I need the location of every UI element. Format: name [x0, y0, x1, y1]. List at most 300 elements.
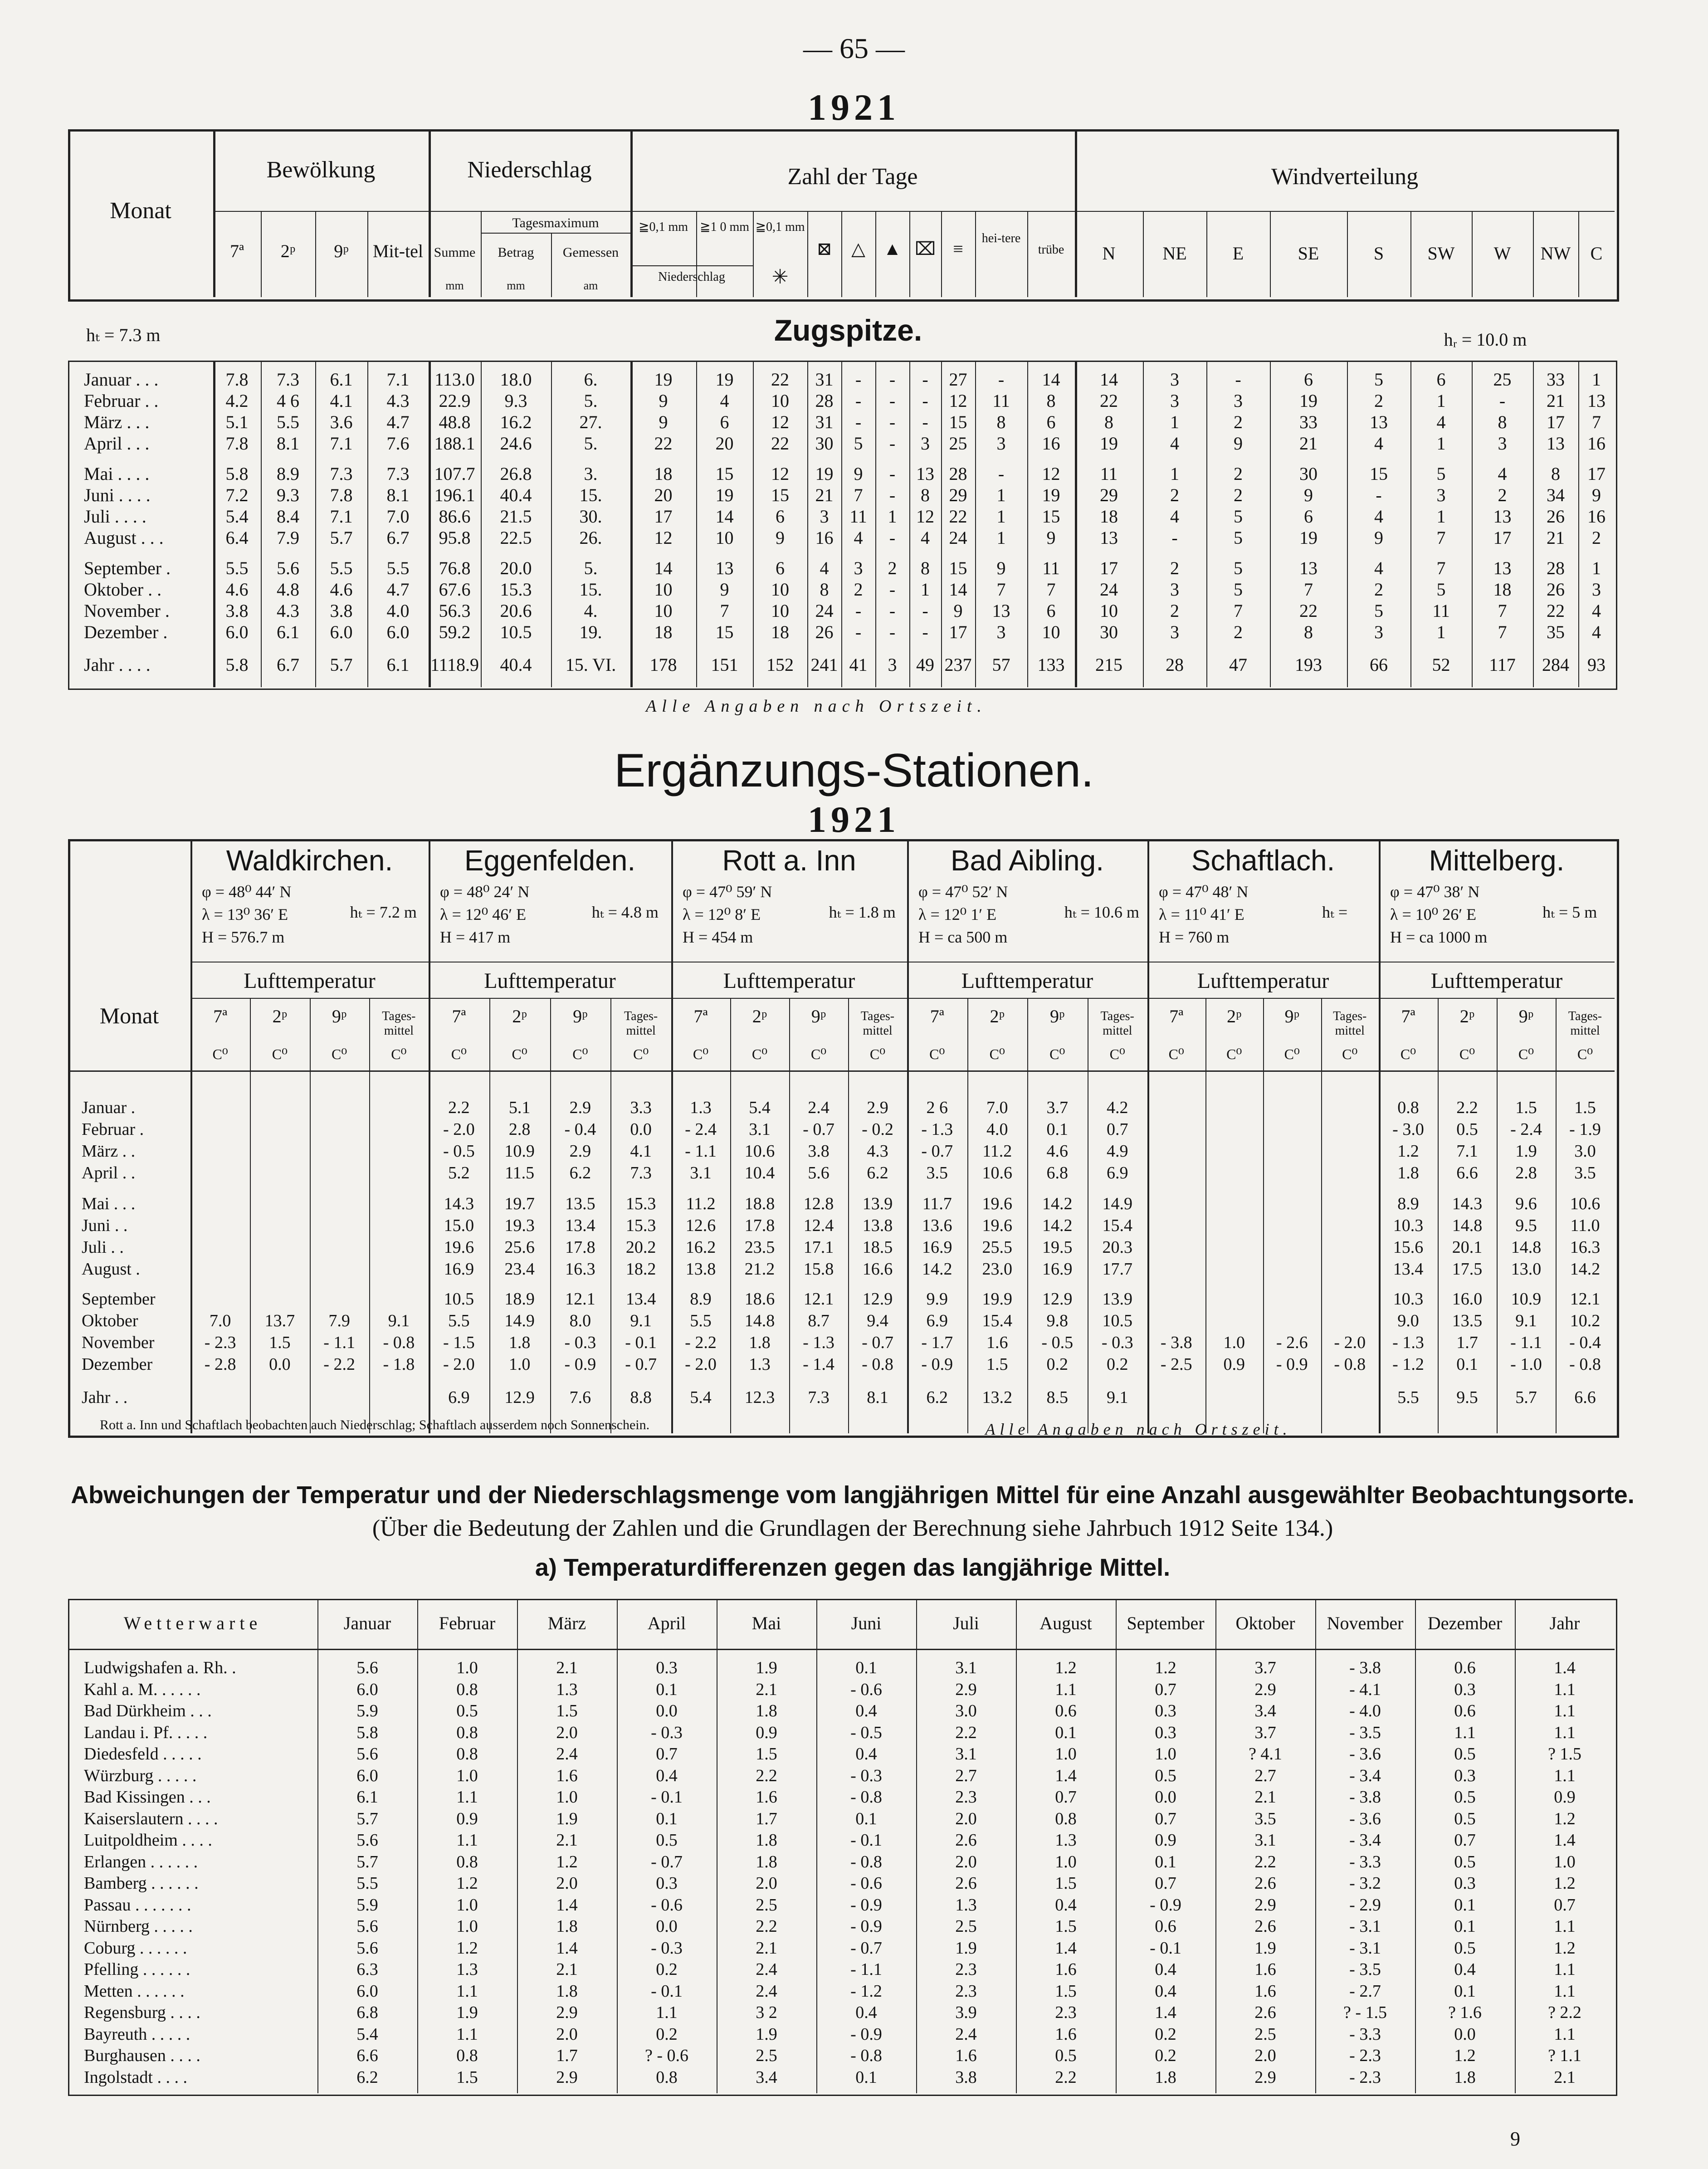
t2-value: 13.9	[1102, 1290, 1132, 1309]
bew-value: 6.1	[386, 655, 410, 675]
t2-value: 12.1	[1570, 1290, 1601, 1309]
bew-value: 5.5	[330, 558, 353, 578]
t2-value: 2 6	[926, 1098, 948, 1117]
t3-value: 1.0	[456, 1917, 478, 1936]
t2-value: 18.9	[504, 1290, 535, 1309]
t3-value: 6.0	[356, 1981, 378, 2001]
t2-value: 14.2	[1042, 1194, 1073, 1213]
t2-value: 21.2	[744, 1260, 775, 1279]
tage-value: 27	[949, 369, 967, 390]
t3-station-name: Bad Dürkheim . . .	[84, 1701, 212, 1720]
tage-value: 17	[654, 506, 673, 527]
tage-value: 14	[949, 579, 967, 600]
t3-value: 2.1	[756, 1680, 777, 1699]
t3-col-header: Oktober	[1235, 1613, 1295, 1633]
t2-value: 7.1	[1456, 1142, 1478, 1161]
bew-value: 6.1	[330, 369, 353, 390]
t3-value: - 3.3	[1349, 2024, 1381, 2044]
t2-value: 4.6	[1046, 1142, 1068, 1161]
t3-value: 0.5	[1454, 1744, 1476, 1764]
t2-value: 23.5	[744, 1238, 775, 1257]
bew-value: 4.3	[386, 391, 410, 411]
t3-value: 0.3	[1155, 1723, 1176, 1742]
wind-value: 15	[1370, 464, 1388, 484]
tage-value: 9	[720, 579, 729, 600]
tage-value: 10	[771, 579, 789, 600]
t3-value: 2.4	[556, 1744, 578, 1764]
t2-value: 19.6	[444, 1238, 474, 1257]
tage-value: -	[855, 369, 862, 390]
wind-value: 9	[1592, 485, 1601, 505]
t3-value: 2.2	[955, 1723, 977, 1742]
wind-value: 9	[1374, 528, 1383, 548]
tage-value: -	[889, 601, 896, 621]
nied-value: 5.	[584, 433, 598, 454]
nied-value: 22.9	[439, 391, 471, 411]
t1-month-label: Jahr . . . .	[84, 655, 151, 675]
bew-value: 7.1	[386, 369, 410, 390]
t2-value: 19.9	[982, 1290, 1012, 1309]
t3-value: ? 1.1	[1548, 2046, 1581, 2065]
t1-month-label: Februar . .	[84, 391, 159, 411]
tage-value: 57	[992, 655, 1010, 675]
nied-value: 22.5	[500, 528, 532, 548]
t3-station-name: Landau i. Pf. . . . .	[84, 1723, 208, 1742]
t3-value: 2.9	[1254, 1895, 1276, 1915]
t2-value: 7.0	[986, 1098, 1008, 1117]
t2-value: 8.9	[1397, 1194, 1419, 1213]
tage-col-header: ≧0,1 mm	[755, 220, 805, 234]
t3-value: - 3.1	[1349, 1917, 1381, 1936]
t3-value: - 0.9	[850, 1895, 882, 1915]
ergaenzung-year: 1921	[808, 799, 900, 840]
t2-value: 3.3	[630, 1098, 652, 1117]
t2-value: - 0.7	[803, 1120, 834, 1139]
t2-month-label: Juli . .	[82, 1238, 124, 1257]
t2-value: 1.0	[1223, 1333, 1245, 1352]
lufttemp-header: Lufttemperatur	[244, 969, 376, 993]
nied-betrag-header: Betrag	[498, 245, 534, 260]
wind-value: 2	[1234, 464, 1243, 484]
t3-station-name: Erlangen . . . . . .	[84, 1852, 198, 1871]
tage-value: -	[855, 622, 862, 642]
wind-value: 4	[1170, 506, 1179, 527]
t2-value: 9.1	[1515, 1311, 1537, 1330]
t2-unit: C⁰	[929, 1046, 945, 1062]
tage-value: -	[889, 485, 896, 505]
t3-value: - 4.1	[1349, 1680, 1381, 1699]
t2-value: - 0.4	[564, 1120, 596, 1139]
t2-value: 17.7	[1102, 1260, 1132, 1279]
t2-value: 15.4	[982, 1311, 1012, 1330]
t3-value: 0.5	[656, 1831, 678, 1850]
t3-value: 5.7	[356, 1852, 378, 1871]
tage-value: 17	[949, 622, 967, 642]
t2-col-header: 7ª	[1169, 1006, 1184, 1026]
t3-value: 3.9	[955, 2003, 977, 2022]
t3-col-header: Jahr	[1549, 1613, 1580, 1633]
tage-value: 18	[771, 622, 789, 642]
tage-value: 1	[996, 506, 1006, 527]
t3-value: 2.5	[955, 1917, 977, 1936]
bew-value: 4.6	[330, 579, 353, 600]
wind-value: 25	[1493, 369, 1512, 390]
bew-value: 5.5	[225, 558, 249, 578]
bew-value: 4.7	[386, 579, 410, 600]
t2-unit: C⁰	[1459, 1046, 1475, 1062]
nied-summe-header: Summe	[434, 245, 476, 260]
t3-col-header: Juni	[851, 1613, 882, 1633]
t2-col-header: Tages-mittel	[1568, 1009, 1602, 1038]
t3-value: 2.1	[756, 1938, 777, 1958]
t3-value: - 3.1	[1349, 1938, 1381, 1958]
t2-value: - 0.9	[1276, 1355, 1308, 1374]
t3-value: - 1.1	[850, 1960, 882, 1979]
tage-value: 10	[654, 579, 673, 600]
nied-value: 27.	[579, 412, 602, 432]
t3-value: 1.9	[955, 1938, 977, 1958]
wind-value: 2	[1592, 528, 1601, 548]
t2-value: 16.3	[565, 1260, 595, 1279]
tage-value: 41	[849, 655, 868, 675]
t2-value: 1.9	[1515, 1142, 1537, 1161]
tage-value: -	[889, 528, 896, 548]
tage-value: 3	[921, 433, 930, 454]
tage-value: 15	[771, 485, 789, 505]
t1-month-label: Juli . . . .	[84, 506, 146, 527]
t2-value: 12.9	[1042, 1290, 1073, 1309]
t2-value: 3.8	[808, 1142, 830, 1161]
t3-value: 1.8	[756, 1852, 777, 1871]
tage-value: 14	[654, 558, 673, 578]
t2-value: 19.3	[504, 1216, 535, 1235]
t2-value: 12.1	[565, 1290, 595, 1309]
t3-value: - 2.7	[1349, 1981, 1381, 2001]
nied-value: 16.2	[500, 412, 532, 432]
station-coord: H = ca 500 m	[918, 928, 1008, 946]
wind-col-header: N	[1102, 243, 1116, 264]
t3-value: 0.3	[1454, 1874, 1476, 1893]
monat-header: Monat	[110, 198, 171, 224]
wind-value: 2	[1374, 391, 1383, 411]
t2-value: 10.3	[1393, 1216, 1424, 1235]
t2-unit: C⁰	[1049, 1046, 1065, 1062]
t2-header-bottom	[68, 1070, 1615, 1072]
t2-unit: C⁰	[1284, 1046, 1300, 1062]
t2-col-header: Tages-mittel	[860, 1009, 895, 1038]
t2-value: 10.6	[982, 1163, 1012, 1182]
tage-value: 30	[815, 433, 834, 454]
t3-value: 1.0	[456, 1658, 478, 1677]
t2-value: 14.2	[1570, 1260, 1601, 1279]
t3-value: 1.8	[756, 1831, 777, 1850]
t3-value: 0.4	[855, 1701, 877, 1720]
bew-value: 6.4	[225, 528, 249, 548]
t3-value: 0.0	[656, 1917, 678, 1936]
bew-value: 7.9	[277, 528, 299, 548]
t2-value: 10.5	[444, 1290, 474, 1309]
t3-value: 0.4	[656, 1766, 678, 1785]
wind-value: 193	[1295, 655, 1322, 675]
t2-value: 10.3	[1393, 1290, 1424, 1309]
tage-value: -	[889, 412, 896, 432]
tage-value: 22	[771, 369, 789, 390]
t2-value: 12.1	[803, 1290, 834, 1309]
t3-value: 2.4	[756, 1960, 777, 1979]
t2-value: 13.8	[685, 1260, 716, 1279]
t2-col-header: 2ᵖ	[512, 1006, 527, 1026]
t3-value: 1.1	[1554, 1917, 1576, 1936]
t2-value: 6.9	[448, 1388, 470, 1407]
t2-value: 8.9	[690, 1290, 712, 1309]
t3-value: 2.2	[756, 1766, 777, 1785]
tage-value: 22	[949, 506, 967, 527]
t3-value: 2.0	[955, 1809, 977, 1828]
tage-value: 20	[715, 433, 734, 454]
t2-value: - 0.2	[862, 1120, 893, 1139]
station-name-2: Rott a. Inn	[722, 844, 856, 877]
t3-value: 2.6	[1254, 2003, 1276, 2022]
bew-value: 7.1	[330, 506, 353, 527]
tage-value: 9	[1046, 528, 1056, 548]
t3-station-name: Burghausen . . . .	[84, 2046, 200, 2065]
tage-value: 10	[771, 391, 789, 411]
bew-value: 8.4	[277, 506, 299, 527]
t2-value: 1.5	[1515, 1098, 1537, 1117]
t2-value: 6.2	[569, 1163, 591, 1182]
t2-value: 18.6	[744, 1290, 775, 1309]
t3-value: 2.1	[1254, 1788, 1276, 1807]
t3-value: 0.3	[1454, 1766, 1476, 1785]
t3-value: 0.3	[1155, 1701, 1176, 1720]
tage-value: 9	[776, 528, 785, 548]
t3-value: 2.9	[1254, 2067, 1276, 2087]
nied-value: 20.6	[500, 601, 532, 621]
t2-value: 8.8	[630, 1388, 652, 1407]
thunder-icon: ⌧	[914, 239, 936, 259]
nied-value: 67.6	[439, 579, 471, 600]
wind-col-header: S	[1373, 243, 1384, 264]
t2-unit: C⁰	[869, 1046, 886, 1062]
t3-value: 2.2	[1254, 1852, 1276, 1871]
t3-value: 1.9	[456, 2003, 478, 2022]
wind-value: 5	[1374, 369, 1383, 390]
t2-value: 7.3	[808, 1388, 830, 1407]
t2-value: 5.5	[448, 1311, 470, 1330]
t3-value: 1.8	[556, 1981, 578, 2001]
t3-value: 2.1	[556, 1831, 578, 1850]
t2-value: 11.0	[1570, 1216, 1600, 1235]
station-name-5: Mittelberg.	[1429, 844, 1565, 877]
t3-value: 3.5	[1254, 1809, 1276, 1828]
t3-value: 1.7	[756, 1809, 777, 1828]
t2-unit: C⁰	[1577, 1046, 1593, 1062]
t3-value: 0.0	[1155, 1788, 1176, 1807]
t3-value: 1.1	[456, 1788, 478, 1807]
t2-value: 2.2	[448, 1098, 470, 1117]
t3-value: 0.8	[456, 2046, 478, 2065]
tage-value: 3	[888, 655, 897, 675]
t1-ht: hₜ = 7.3 m	[86, 325, 161, 345]
tage-value: 151	[711, 655, 738, 675]
t1-header-frame	[68, 129, 1619, 302]
t3-value: 0.7	[1055, 1788, 1077, 1807]
wind-value: 2	[1498, 485, 1507, 505]
wind-value: 1	[1592, 558, 1601, 578]
t3-value: 5.6	[356, 1744, 378, 1764]
t3-value: 0.4	[1155, 1960, 1176, 1979]
t2-value: 1.7	[1456, 1333, 1478, 1352]
t2-value: 0.1	[1456, 1355, 1478, 1374]
tage-value: 133	[1037, 655, 1065, 675]
t3-value: 0.6	[1454, 1701, 1476, 1720]
t2-value: 13.6	[922, 1216, 952, 1235]
t3-value: 0.3	[656, 1658, 678, 1677]
t3-value: ? - 0.6	[644, 2046, 689, 2065]
t2-value: 4.9	[1107, 1142, 1128, 1161]
t3-value: 5.8	[356, 1723, 378, 1742]
t3-station-name: Diedesfeld . . . . .	[84, 1744, 202, 1764]
t3-value: 1.6	[1055, 1960, 1077, 1979]
t2-value: 0.5	[1456, 1120, 1478, 1139]
t2-value: - 2.2	[685, 1333, 717, 1352]
t2-col-header: 7ª	[1401, 1006, 1415, 1026]
tage-value: 2	[854, 579, 863, 600]
wind-col-header: E	[1232, 243, 1244, 264]
t3-value: 0.5	[1055, 2046, 1077, 2065]
tage-value: 3	[820, 506, 829, 527]
t3-value: 1.2	[1055, 1658, 1077, 1677]
t2-value: - 2.4	[1510, 1120, 1542, 1139]
t2-value: 23.4	[504, 1260, 535, 1279]
tage-value: 12	[771, 412, 789, 432]
wind-value: 3	[1592, 579, 1601, 600]
t2-month-label: November	[82, 1333, 155, 1352]
tage-col-header: ≧1 0 mm	[699, 220, 750, 234]
t1-note: Alle Angaben nach Ortszeit.	[646, 697, 987, 716]
t2-value: 3.5	[1574, 1163, 1596, 1182]
t1-group-divider	[213, 129, 215, 297]
t3-value: 2.1	[556, 1960, 578, 1979]
t3-value: - 3.8	[1349, 1788, 1381, 1807]
t3-station-name: Würzburg . . . . .	[84, 1766, 197, 1785]
t3-value: 6.0	[356, 1766, 378, 1785]
t2-value: - 2.5	[1160, 1355, 1192, 1374]
wind-value: 1	[1592, 369, 1601, 390]
t2-value: 5.6	[808, 1163, 830, 1182]
t3-value: 1.6	[955, 2046, 977, 2065]
t3-value: 1.9	[556, 1809, 578, 1828]
bew-value: 7.6	[386, 433, 410, 454]
nied-value: 18.0	[500, 369, 532, 390]
t2-value: - 3.8	[1160, 1333, 1192, 1352]
t3-value: 1.1	[1554, 1701, 1576, 1720]
wind-value: 2	[1234, 412, 1243, 432]
station-coord: H = ca 1000 m	[1390, 928, 1488, 946]
t3-value: 0.1	[855, 1658, 877, 1677]
t3-value: 2.5	[756, 2046, 777, 2065]
t3-value: 1.5	[1055, 1874, 1077, 1893]
t3-value: 1.3	[955, 1895, 977, 1915]
t2-unit: C⁰	[332, 1046, 347, 1062]
t2-value: 10.4	[744, 1163, 775, 1182]
wind-value: 3	[1170, 391, 1179, 411]
tage-value: 3	[996, 433, 1006, 454]
t3-value: 0.1	[855, 2067, 877, 2087]
t3-value: 0.7	[656, 1744, 678, 1764]
tage-value: 19	[1042, 485, 1060, 505]
t3-value: 2.0	[1254, 2046, 1276, 2065]
t2-value: 1.8	[508, 1333, 531, 1352]
tage-value: 11	[1042, 558, 1060, 578]
lufttemp-header: Lufttemperatur	[484, 969, 616, 993]
wind-value: 1	[1170, 464, 1179, 484]
t3-value: 0.7	[1155, 1680, 1176, 1699]
t2-value: - 0.7	[921, 1142, 953, 1161]
station-coord: φ = 48⁰ 44′ N	[202, 883, 292, 901]
tage-value: 7	[720, 601, 729, 621]
t3-value: 0.7	[1155, 1874, 1176, 1893]
t1-group-divider	[1075, 129, 1077, 297]
t3-value: 0.8	[456, 1744, 478, 1764]
t2-value: 10.2	[1570, 1311, 1601, 1330]
t3-value: - 0.8	[850, 1852, 882, 1871]
t2-value: 1.3	[749, 1355, 771, 1374]
bew-value: 3.8	[330, 601, 353, 621]
t3-value: 2.3	[1055, 2003, 1077, 2022]
t3-value: 2.6	[1254, 1917, 1276, 1936]
t2-value: 2.2	[1456, 1098, 1478, 1117]
t3-value: 2.4	[955, 2024, 977, 2044]
t2-value: 13.5	[1452, 1311, 1483, 1330]
t3-value: 0.1	[1454, 1981, 1476, 2001]
t2-value: - 1.3	[803, 1333, 834, 1352]
bew-value: 8.9	[277, 464, 299, 484]
wind-value: 7	[1304, 579, 1313, 600]
t3-col-header: Juli	[953, 1613, 979, 1633]
t3-value: - 2.3	[1349, 2067, 1381, 2087]
bew-value: 6.7	[386, 528, 410, 548]
t3-value: 1.1	[1554, 1766, 1576, 1785]
t3-value: 3.7	[1254, 1723, 1276, 1742]
tage-value: 9	[659, 412, 668, 432]
t3-value: 1.5	[756, 1744, 777, 1764]
bew-value: 4.6	[225, 579, 249, 600]
t2-month-label: Mai . . .	[82, 1194, 136, 1213]
t2-col-header: 2ᵖ	[990, 1006, 1005, 1026]
wind-value: 1	[1436, 622, 1446, 642]
station-coord: λ = 13⁰ 36′ E	[202, 905, 288, 923]
t3-value: - 0.9	[850, 2024, 882, 2044]
t3-col-header: Februar	[439, 1613, 496, 1633]
t3-station-name: Bamberg . . . . . .	[84, 1874, 199, 1893]
t3-value: - 0.1	[651, 1981, 683, 2001]
t2-unit: C⁰	[633, 1046, 649, 1062]
wind-value: 8	[1104, 412, 1113, 432]
windverteilung-header: Windverteilung	[1271, 164, 1419, 190]
bew-value: 7.0	[386, 506, 410, 527]
tage-value: -	[889, 391, 896, 411]
wind-value: 3	[1170, 622, 1179, 642]
tage-value: 11	[849, 506, 867, 527]
nied-value: 19.	[579, 622, 602, 642]
t2-value: - 1.1	[1510, 1333, 1542, 1352]
t2-value: 10.9	[1511, 1290, 1542, 1309]
tage-value: 13	[916, 464, 934, 484]
t2-value: 13.2	[982, 1388, 1012, 1407]
tage-value: 8	[921, 558, 930, 578]
wind-value: 19	[1299, 528, 1318, 548]
